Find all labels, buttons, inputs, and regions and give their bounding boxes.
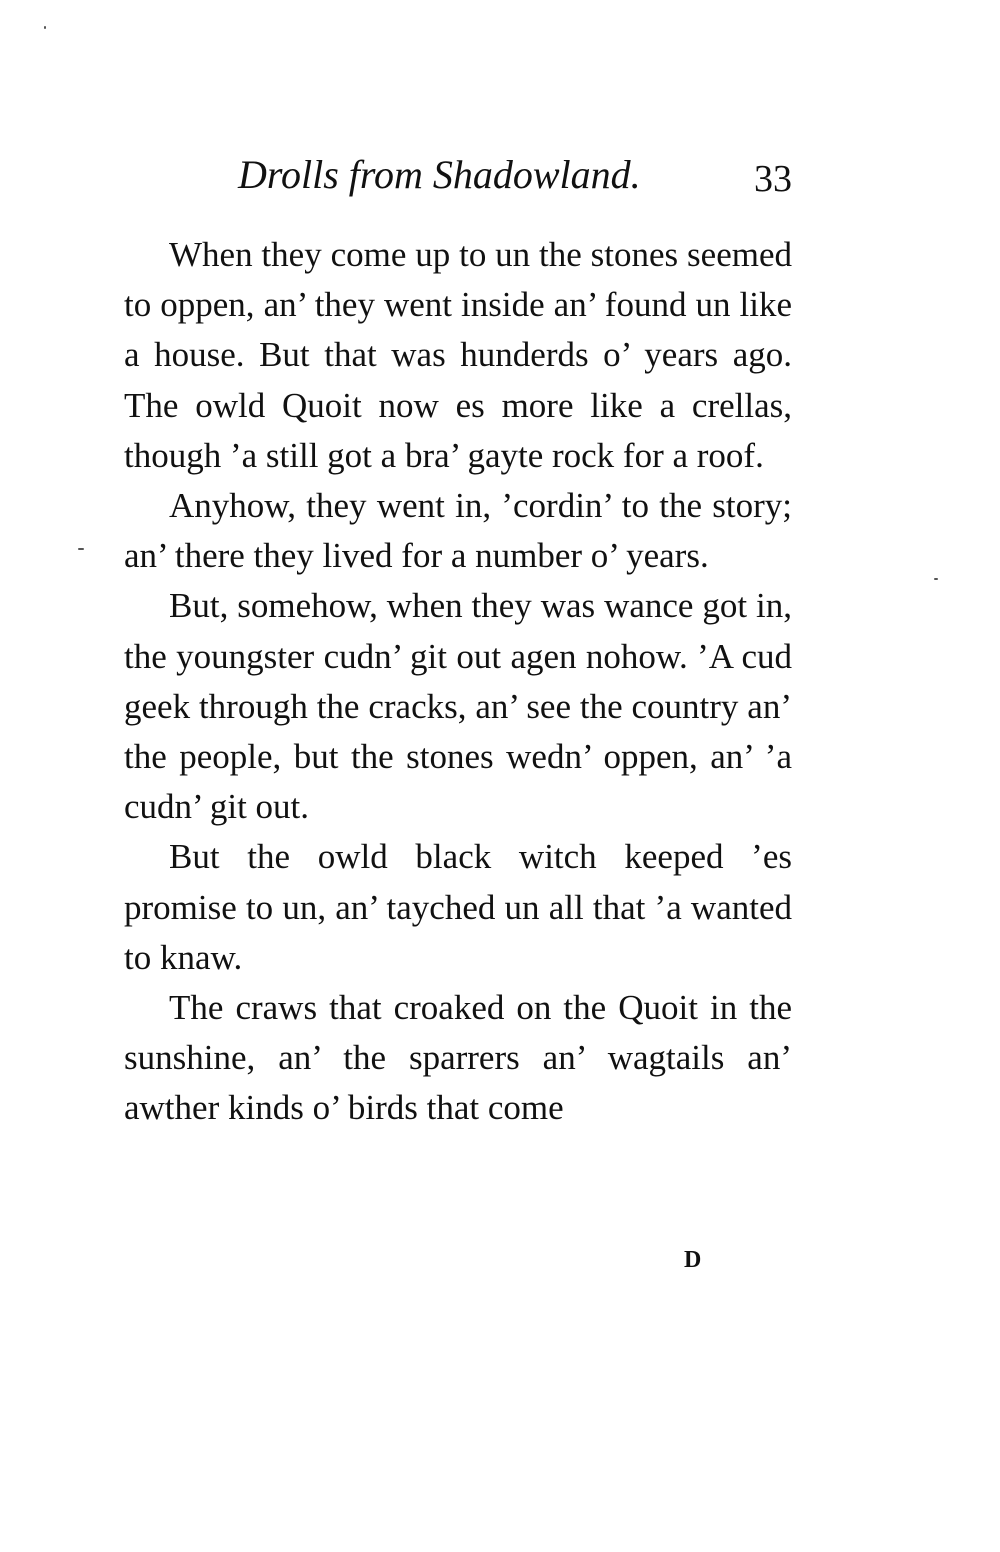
- paragraph-3: But, somehow, when they was wance got in, the youngster cudn’ git out agen nohow. ’A cud geek through the cracks, an’ see the country an’ the people, but the stones wedn’ oppen, an’ ’a cudn’ git out.: [124, 586, 792, 827]
- running-title: Drolls from Shadowland.: [238, 152, 641, 197]
- paragraph-1: When they come up to un the stones seemed to oppen, an’ they went inside an’ found un like a house. But that was hunderds o’ years ago. The owld Quoit now es more like a crellas, though ’a still got a bra’ gayte rock for a roof.: [124, 235, 792, 475]
- scan-speck: [934, 578, 938, 580]
- running-head: [238, 150, 798, 200]
- signature-mark: D: [684, 1247, 703, 1273]
- body-text: [124, 230, 792, 1134]
- scan-speck: [44, 26, 46, 29]
- paragraph-4: But the owld black witch keeped ’es promise to un, an’ tayched un all that ’a wanted to knaw.: [124, 837, 792, 977]
- paragraph-5: The craws that croaked on the Quoit in the sunshine, an’ the sparrers an’ wagtails an’ awther kinds o’ birds that come: [124, 988, 792, 1128]
- scan-speck: [78, 548, 84, 550]
- page-number: 33: [754, 158, 792, 200]
- paragraph-2: Anyhow, they went in, ’cordin’ to the story; an’ there they lived for a number o’ years.: [124, 486, 792, 576]
